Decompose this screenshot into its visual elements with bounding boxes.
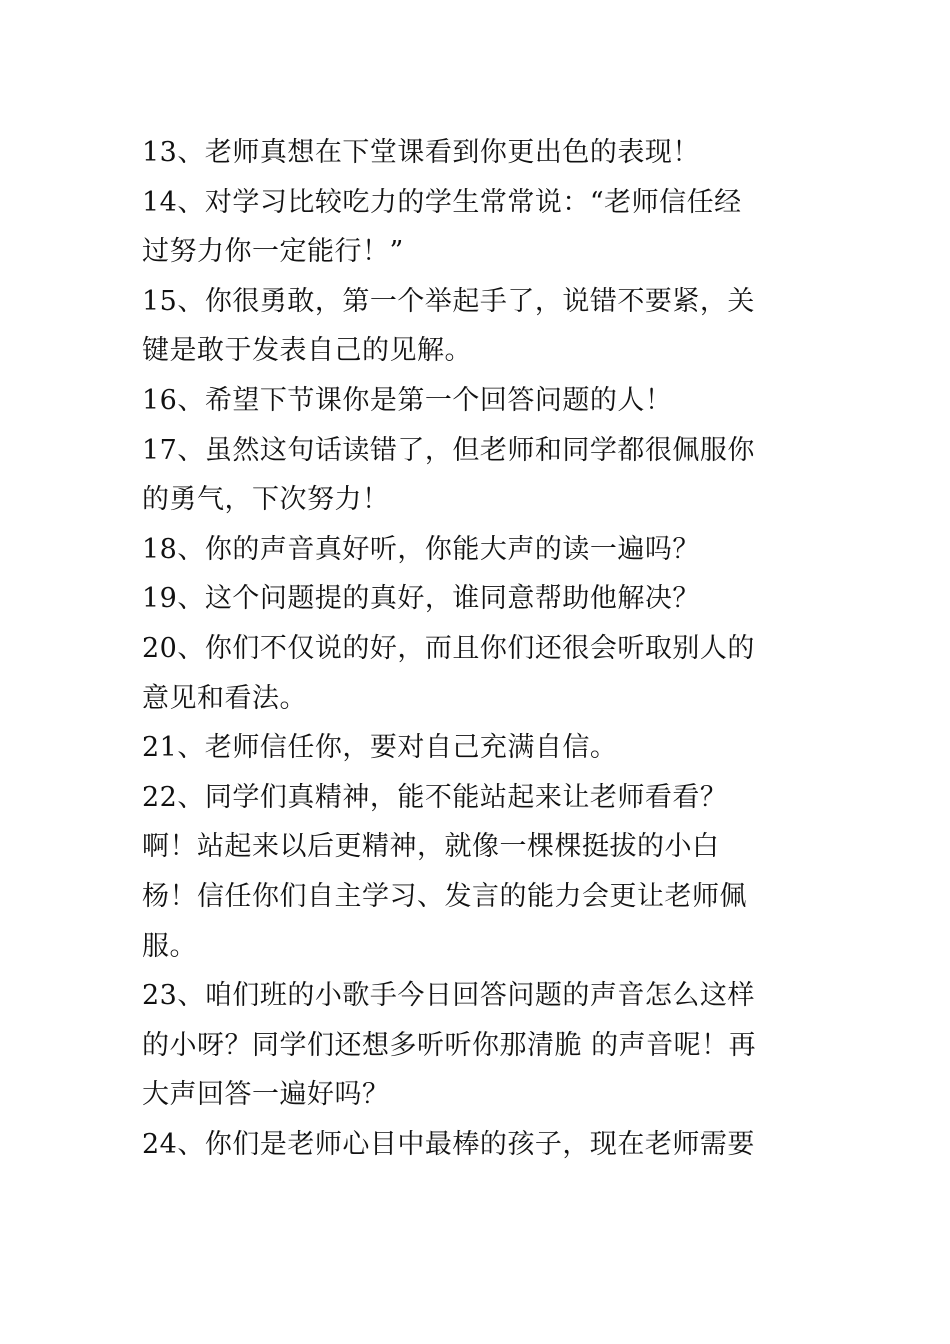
text-line: 意见和看法。 (142, 682, 307, 714)
text-line: 16、希望下节课你是第一个回答问题的人！ (142, 384, 673, 416)
text-line: 13、老师真想在下堂课看到你更出色的表现！ (142, 137, 700, 168)
text-line: 18、你的声音真好听，你能大声的读一遍吗？ (142, 533, 700, 565)
text-line: 啊！站起来以后更精神，就像一棵棵挺拔的小白 (142, 831, 720, 863)
text-line: 杨！信任你们自主学习、发言的能力会更让老师佩 (142, 880, 747, 912)
text-line: 过努力你一定能行！” (142, 236, 404, 268)
text-line: 20、你们不仅说的好，而且你们还很会听取别人的 (142, 632, 755, 664)
text-line: 22、同学们真精神，能不能站起来让老师看看？ (142, 781, 728, 813)
text-line: 15、你很勇敢，第一个举起手了，说错不要紧，关 (142, 285, 755, 317)
text-line: 19、这个问题提的真好，谁同意帮助他解决？ (142, 583, 700, 615)
text-line: 17、虽然这句话读错了，但老师和同学都很佩服你 (142, 434, 755, 466)
text-line: 的勇气，下次努力！ (142, 484, 390, 516)
text-line: 24、你们是老师心目中最棒的孩子，现在老师需要 (142, 1128, 755, 1160)
body-text (142, 128, 802, 1169)
text-line: 21、老师信任你，要对自己充满自信。 (142, 732, 618, 764)
text-line: 大声回答一遍好吗？ (142, 1079, 390, 1111)
text-line: 服。 (142, 930, 197, 962)
text-line: 的小呀？同学们还想多听听你那清脆 的声音呢！再 (142, 1029, 757, 1061)
text-line: 键是敢于发表自己的见解。 (142, 335, 472, 367)
text-line: 23、咱们班的小歌手今日回答问题的声音怎么这样 (142, 980, 755, 1012)
text-line: 14、对学习比较吃力的学生常常说：“老师信任经 (142, 186, 742, 218)
